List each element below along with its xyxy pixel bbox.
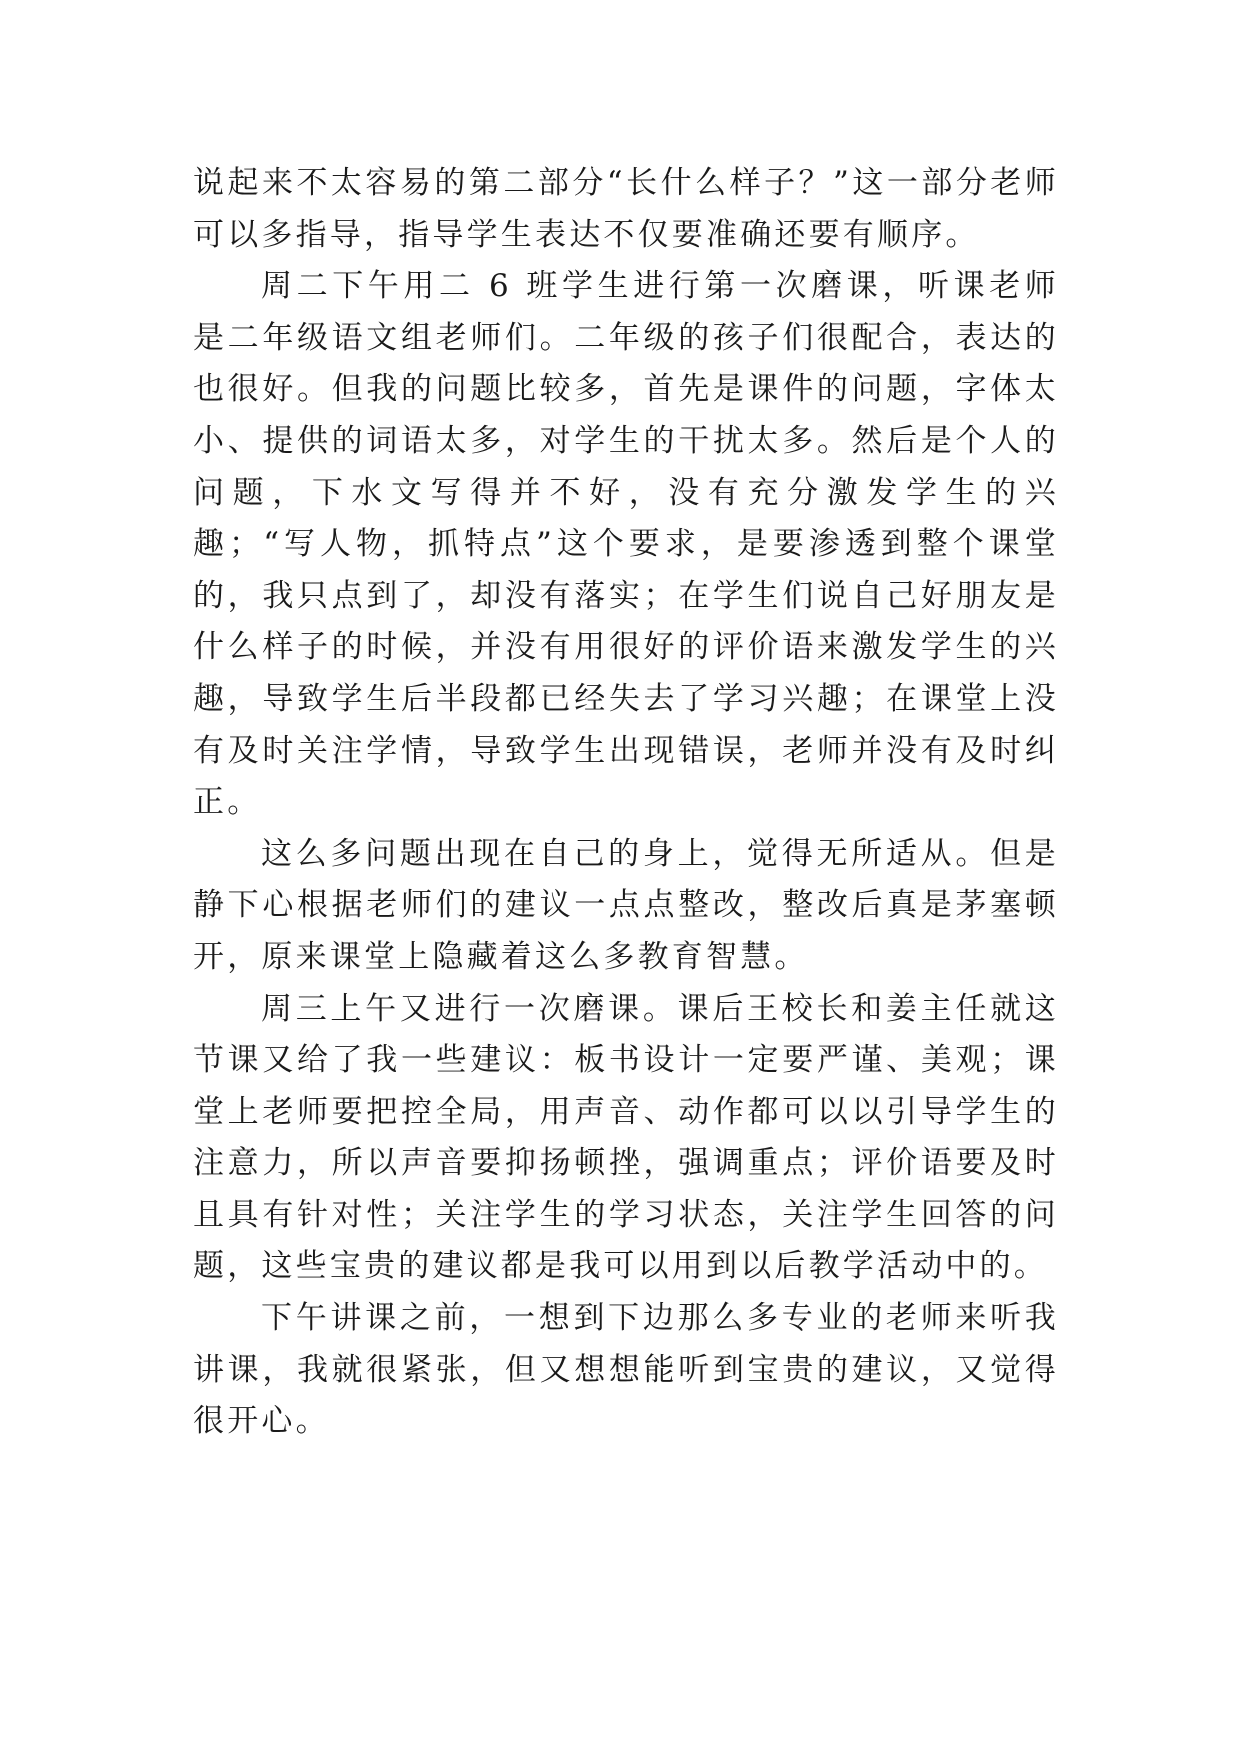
paragraph-5: 下午讲课之前，一想到下边那么多专业的老师来听我讲课，我就很紧张，但又想想能听到宝贵的建议，又觉得很开心。 — [193, 1300, 1059, 1440]
paragraph-1: 说起来不太容易的第二部分“长什么样子？”这一部分老师可以多指导，指导学生表达不仅要准确还要有顺序。 — [193, 165, 1059, 253]
document-body — [193, 158, 1059, 1448]
paragraph-2: 周二下午用二 6 班学生进行第一次磨课，听课老师是二年级语文组老师们。二年级的孩子们很配合，表达的也很好。但我的问题比较多，首先是课件的问题，字体太小、提供的词语太多，对学生的干扰太多。然后是个人的问题，下水文写得并不好，没有充分激发学生的兴趣；“写人物，抓特点”这个要求，是要渗透到整个课堂的，我只点到了，却没有落实；在学生们说自己好朋友是什么样子的时候，并没有用很好的评价语来激发学生的兴趣，导致学生后半段都已经失去了学习兴趣；在课堂上没有及时关注学情，导致学生出现错误，老师并没有及时纠正。 — [193, 268, 1059, 821]
paragraph-4: 周三上午又进行一次磨课。课后王校长和姜主任就这节课又给了我一些建议：板书设计一定要严谨、美观；课堂上老师要把控全局，用声音、动作都可以以引导学生的注意力，所以声音要抑扬顿挫，强调重点；评价语要及时且具有针对性；关注学生的学习状态，关注学生回答的问题，这些宝贵的建议都是我可以用到以后教学活动中的。 — [193, 990, 1059, 1285]
paragraph-3: 这么多问题出现在自己的身上，觉得无所适从。但是静下心根据老师们的建议一点点整改，整改后真是茅塞顿开，原来课堂上隐藏着这么多教育智慧。 — [193, 835, 1059, 975]
